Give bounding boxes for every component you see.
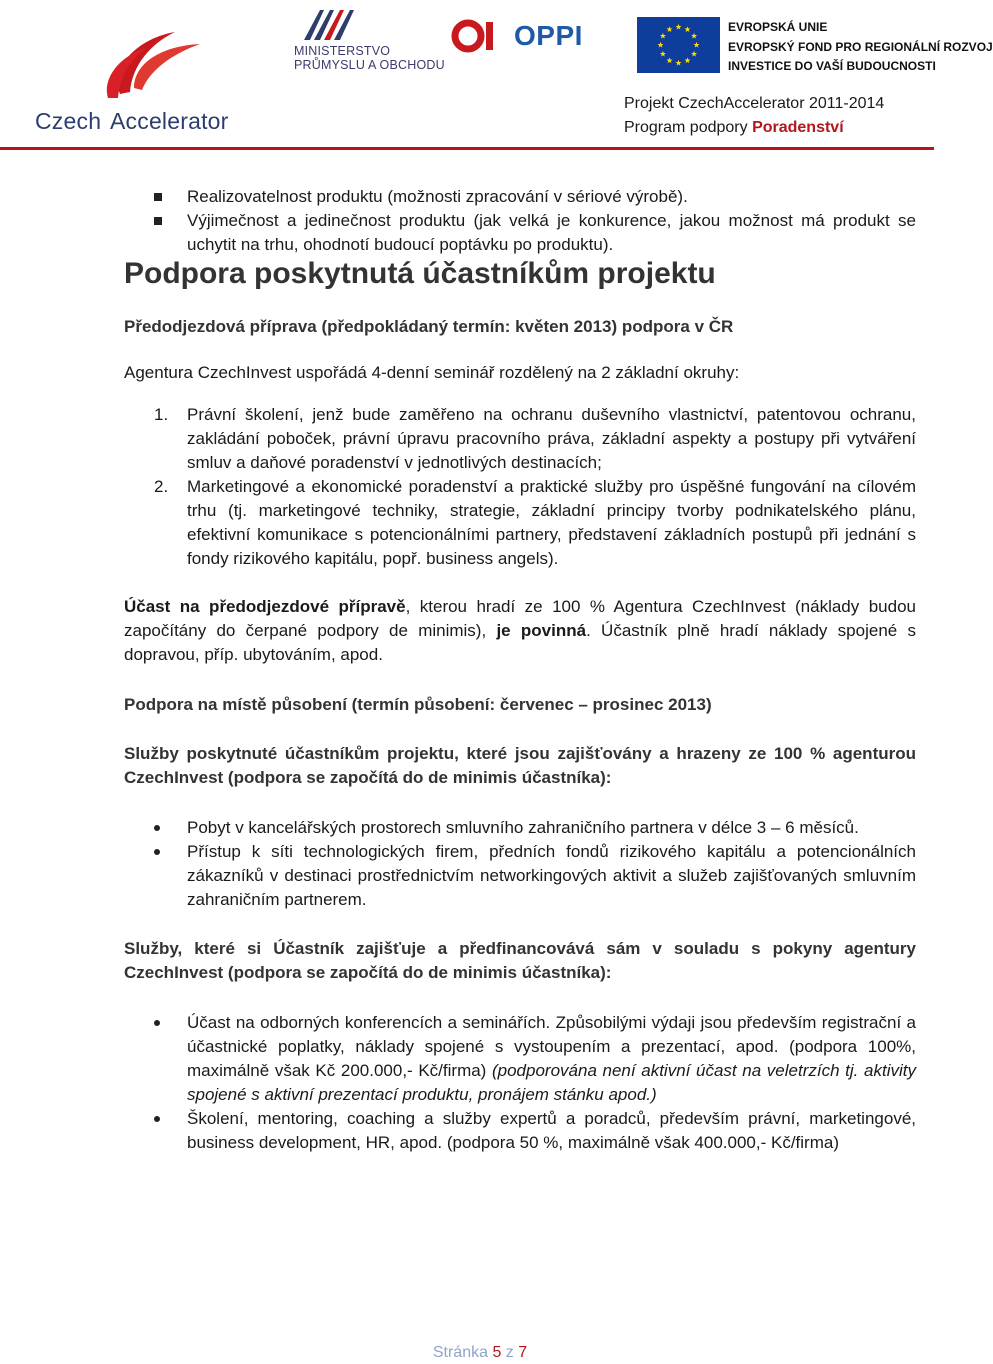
eu-text-block xyxy=(728,18,993,77)
eu-star xyxy=(666,26,672,32)
eu-star xyxy=(657,42,663,48)
eu-star xyxy=(660,33,666,39)
footer-total-pages: 7 xyxy=(518,1344,528,1361)
list-item: Přístup k síti technologických firem, předních fondů rizikového kapitálu a potencionálních zákazníků v destinaci prostřednictvím networkingových aktivit a služeb zajišťovaných smluvním zahraničním partnerem. xyxy=(124,840,916,912)
oppi-logo-text: OPPI xyxy=(514,20,583,51)
footer-label: Stránka xyxy=(432,1344,493,1361)
ministry-emblem-icon xyxy=(298,6,358,44)
list-item xyxy=(124,1011,916,1107)
page-footer xyxy=(0,1344,960,1362)
top-bullet-list xyxy=(124,185,916,257)
list-item: Realizovatelnost produktu (možnosti zpracování v sériové výrobě). xyxy=(124,185,916,209)
item-text: Marketingové a ekonomické poradenství a praktické služby pro úspěšné fungování na cílovém trhu (tj. marketingové techniky, strategie, základní principy tvorby podnikatelského plánu, efektivní komunikace s potencionálními partnery, představení základních postupů při jednání s fondy rizikového kapitálu, popř. business angels). xyxy=(187,477,916,568)
header-divider xyxy=(0,147,934,150)
document-body xyxy=(124,185,916,1155)
ministry-logo-line-2: PRŮMYSLU A OBCHODU xyxy=(294,58,445,72)
czech-accelerator-logo xyxy=(30,18,280,134)
agentura-intro: Agentura CzechInvest uspořádá 4-denní seminář rozdělený na 2 základní okruhy: xyxy=(124,363,740,382)
section-title: Podpora poskytnutá účastníkům projektu xyxy=(124,257,716,290)
list-item xyxy=(124,1107,916,1155)
participation-mandatory: je povinná xyxy=(496,621,587,640)
footer-separator: z xyxy=(501,1344,519,1361)
footer-current-page: 5 xyxy=(492,1344,502,1361)
predodjezdova-heading: Předodjezdová příprava (předpokládaný termín: květen 2013) podpora v ČR xyxy=(124,317,734,336)
ministry-logo xyxy=(294,6,445,72)
eu-star xyxy=(684,57,690,63)
item-text: Školení, mentoring, coaching a služby expertů a poradců, především právní, marketingové, business development, HR, apod. (podpora 50 %, maximálně však 400.000,- Kč/firma) xyxy=(187,1109,916,1152)
list-item: Výjimečnost a jedinečnost produktu (jak velká je konkurence, jakou možnost má produkt se uchytit na trhu, ohodnotí budoucí poptávku po produktu). xyxy=(124,209,916,257)
eu-star xyxy=(660,51,666,57)
eu-star xyxy=(691,51,697,57)
program-highlight: Poradenství xyxy=(752,119,844,136)
podpora-na-miste-heading: Podpora na místě působení (termín působení: červenec – prosinec 2013) xyxy=(124,695,712,714)
item-number: 1. xyxy=(154,405,169,424)
eu-star xyxy=(666,57,672,63)
eu-star xyxy=(691,33,697,39)
project-line: Projekt CzechAccelerator 2011-2014 xyxy=(624,95,885,112)
oppi-symbol-icon xyxy=(450,16,506,56)
item-text: Právní školení, jenž bude zaměřeno na ochranu duševního vlastnictví, patentovou ochranu, zakládání poboček, právní úpravu pracovního práva, základní aspekty a postupy při vytváření smluv a daňové poradenství v jednotlivých destinacích; xyxy=(187,405,916,472)
participation-bold-start: Účast na předodjezdové přípravě xyxy=(124,597,406,616)
eu-flag-icon xyxy=(637,17,720,73)
eu-star xyxy=(693,42,699,48)
item-text: Účast na odborných konferencích a seminářích. Způsobilými výdaji jsou především registrační a účastnické poplatky, náklady spojené s vystoupením a prezentací, apod. (podpora 100%, maximálně však Kč 200.000,- Kč/firma) xyxy=(187,1013,916,1080)
eu-line-2: EVROPSKÝ FOND PRO REGIONÁLNÍ ROZVOJ xyxy=(728,39,993,54)
participation-paragraph xyxy=(124,595,916,667)
participation-text-1: , kterou hradí ze 100 % Agentura CzechInvest (náklady budou započítány do čerpané podpory de minimis), xyxy=(124,597,916,640)
list-item: Pobyt v kancelářských prostorech smluvního zahraničního partnera v délce 3 – 6 měsíců. xyxy=(124,816,916,840)
eu-star xyxy=(675,60,681,66)
participation-text-2: . Účastník plně hradí náklady spojené s dopravou, příp. ubytováním, apod. xyxy=(124,621,916,664)
list-item xyxy=(124,403,916,475)
program-line xyxy=(624,119,844,137)
program-prefix: Program podpory xyxy=(624,119,753,136)
czech-accelerator-logo-word-2: Accelerator xyxy=(110,108,229,134)
czech-accelerator-swoosh-icon xyxy=(90,24,210,109)
oppi-logo xyxy=(450,16,600,56)
ministry-logo-line-1: MINISTERSTVO xyxy=(294,44,391,58)
page-header xyxy=(0,0,993,152)
item-italic-note: (podporována není aktivní účast na veletrzích tj. aktivity spojené s aktivní prezentací produktu, pronájem stánku apod.) xyxy=(187,1061,916,1104)
item-number: 2. xyxy=(154,477,169,496)
eu-line-3: INVESTICE DO VAŠÍ BUDOUCNOSTI xyxy=(728,59,936,73)
eu-line-1: EVROPSKÁ UNIE xyxy=(728,20,828,34)
sluzby-heading-2: Služby, které si Účastník zajišťuje a předfinancovává sám v souladu s pokyny agentury CzechInvest (podpora se započítá do de minimis účastníka): xyxy=(124,939,916,982)
sluzby-heading-1: Služby poskytnuté účastníkům projektu, které jsou zajišťovány a hrazeny ze 100 % agenturou CzechInvest (podpora se započítá do de minimis účastníka): xyxy=(124,744,916,787)
sluzby-list-2 xyxy=(124,1011,916,1155)
czech-accelerator-logo-word-1: Czech xyxy=(35,108,102,134)
list-item xyxy=(124,475,916,571)
sluzby-list-1 xyxy=(124,816,916,912)
numbered-list xyxy=(124,403,916,571)
eu-star xyxy=(675,24,681,30)
eu-star xyxy=(684,26,690,32)
